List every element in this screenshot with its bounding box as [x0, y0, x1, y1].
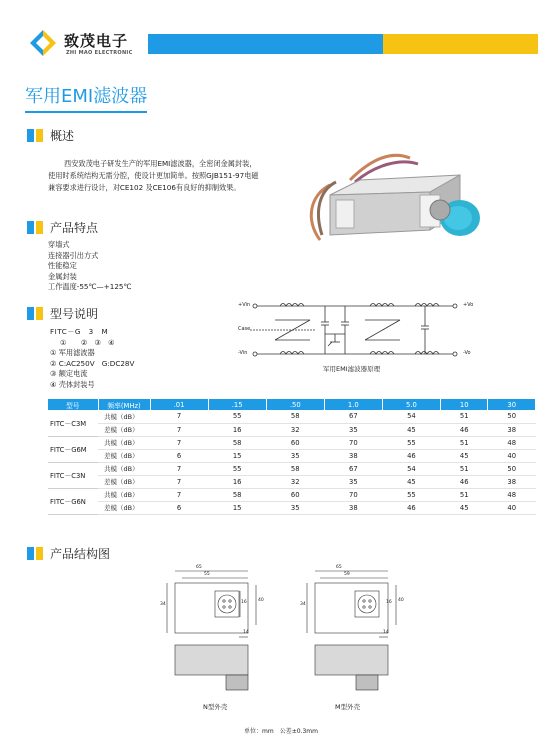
- table-cell-model: FITC－C3N: [48, 462, 98, 488]
- dim-label: 14: [383, 630, 389, 635]
- table-cell-model: FITC－G6M: [48, 436, 98, 462]
- attenuation-table: [48, 399, 536, 515]
- table-cell: 51: [440, 462, 487, 475]
- table-cell-mode: 共模（dB）: [98, 436, 150, 449]
- dim-label: 16: [241, 600, 247, 605]
- table-cell: 45: [440, 501, 487, 514]
- dim-label: 34: [160, 602, 166, 607]
- table-cell: 38: [488, 475, 536, 488]
- list-item: 金属封装: [48, 271, 77, 281]
- list-item: ② C:AC250V G:DC28V: [50, 358, 135, 368]
- table-cell: 35: [266, 501, 324, 514]
- table-cell: 6: [150, 501, 208, 514]
- table-cell: 7: [150, 423, 208, 436]
- section-overview: 概述: [27, 127, 74, 143]
- table-header: 1.0: [324, 399, 382, 410]
- table-cell-model: FITC－G6N: [48, 488, 98, 514]
- page-title: 军用EMI滤波器: [25, 82, 147, 113]
- table-cell: 60: [266, 436, 324, 449]
- table-cell: 45: [440, 449, 487, 462]
- table-cell: 55: [208, 462, 266, 475]
- table-cell: 38: [324, 449, 382, 462]
- table-cell: 32: [266, 475, 324, 488]
- table-cell: 15: [208, 449, 266, 462]
- table-cell: 67: [324, 410, 382, 423]
- overview-text: 西安致茂电子研发生产的军用EMI滤波器，全密闭金属封装，使用时系统结构无需分腔，使设计更加简单。按照GJB151-97电磁兼容要求进行设计，对CE102 及CE106有良好的抑制效果。: [48, 159, 259, 192]
- table-cell: 58: [266, 410, 324, 423]
- table-cell: 7: [150, 462, 208, 475]
- table-header: .15: [208, 399, 266, 410]
- dim-label: 34: [300, 602, 306, 607]
- schematic-diagram: [235, 298, 490, 368]
- table-cell: 46: [382, 501, 440, 514]
- table-cell-mode: 共模（dB）: [98, 410, 150, 423]
- table-cell-mode: 差模（dB）: [98, 423, 150, 436]
- table-cell: 35: [324, 475, 382, 488]
- table-cell: 60: [266, 488, 324, 501]
- table-cell: 7: [150, 475, 208, 488]
- table-cell-mode: 差模（dB）: [98, 475, 150, 488]
- list-item: 穿墙式: [48, 240, 70, 249]
- list-item: 性能稳定: [48, 261, 77, 270]
- table-cell: 40: [488, 501, 536, 514]
- table-header: 频率(MHz): [98, 399, 150, 410]
- table-cell: 38: [488, 423, 536, 436]
- dim-label: 65: [336, 565, 342, 570]
- section-features: 产品特点: [27, 219, 98, 235]
- list-item: 连接器引出方式: [48, 250, 99, 260]
- table-cell: 45: [382, 475, 440, 488]
- table-cell: 16: [208, 475, 266, 488]
- table-row: [48, 423, 536, 436]
- section-structure: 产品结构图: [27, 545, 110, 561]
- list-item: 工作温度-55℃—+125℃: [48, 282, 132, 291]
- table-cell-model: FITC－C3M: [48, 410, 98, 436]
- table-row: [48, 488, 536, 501]
- table-cell: 15: [208, 501, 266, 514]
- table-row: [48, 410, 536, 423]
- schematic-vo-neg: -Vo: [463, 350, 471, 356]
- table-cell: 32: [266, 423, 324, 436]
- dim-label: 40: [258, 598, 264, 603]
- table-cell: 40: [488, 449, 536, 462]
- table-cell: 58: [208, 436, 266, 449]
- table-cell: 54: [382, 410, 440, 423]
- brand-name: 致茂电子: [64, 32, 129, 50]
- n-type-caption: N型外壳: [203, 703, 228, 711]
- table-header: 5.0: [382, 399, 440, 410]
- table-cell: 54: [382, 462, 440, 475]
- table-cell: 55: [382, 488, 440, 501]
- table-row: [48, 436, 536, 449]
- table-cell: 70: [324, 488, 382, 501]
- schematic-caption: 军用EMI滤波器原理: [323, 365, 381, 373]
- table-cell: 50: [488, 410, 536, 423]
- table-cell-mode: 共模（dB）: [98, 488, 150, 501]
- header-bar-yellow: [383, 34, 538, 54]
- list-item: ③ 额定电流: [50, 369, 88, 378]
- table-cell: 7: [150, 488, 208, 501]
- table-cell: 58: [266, 462, 324, 475]
- schematic-vin-pos: +Vin: [238, 302, 251, 308]
- feature-list: [48, 240, 132, 293]
- table-cell: 48: [488, 488, 536, 501]
- table-cell: 55: [208, 410, 266, 423]
- table-cell: 51: [440, 410, 487, 423]
- dim-label: 59: [344, 572, 350, 577]
- table-cell: 55: [382, 436, 440, 449]
- schematic-vin-neg: -Vin: [238, 350, 248, 356]
- dim-label: 14: [243, 630, 249, 635]
- table-cell: 51: [440, 436, 487, 449]
- table-cell: 50: [488, 462, 536, 475]
- model-explain: [50, 327, 134, 390]
- footer-units: 单位：mm 公差±0.3mm: [244, 728, 318, 735]
- dim-label: 55: [204, 572, 210, 577]
- table-row: [48, 449, 536, 462]
- table-row: [48, 462, 536, 475]
- model-markers: ① ② ③ ④: [60, 337, 115, 347]
- table-cell: 58: [208, 488, 266, 501]
- table-cell: 45: [382, 423, 440, 436]
- model-code: FITC－G 3 M: [50, 327, 109, 336]
- brand-name-en: ZHI MAO ELECTRONIC: [66, 50, 133, 56]
- dim-label: 16: [386, 600, 392, 605]
- schematic-vo-pos: +Vo: [463, 302, 474, 308]
- table-cell: 67: [324, 462, 382, 475]
- list-item: ④ 壳体封装号: [50, 379, 95, 389]
- table-cell: 6: [150, 449, 208, 462]
- dim-label: 65: [196, 565, 202, 570]
- table-cell: 46: [440, 423, 487, 436]
- table-cell: 38: [324, 501, 382, 514]
- schematic-case: Case: [238, 326, 251, 332]
- table-header: .50: [266, 399, 324, 410]
- table-header: 30: [488, 399, 536, 410]
- table-row: [48, 501, 536, 514]
- table-cell-mode: 差模（dB）: [98, 449, 150, 462]
- table-cell: 51: [440, 488, 487, 501]
- table-cell: 7: [150, 410, 208, 423]
- table-row: [48, 475, 536, 488]
- table-cell: 46: [440, 475, 487, 488]
- m-type-caption: M型外壳: [335, 703, 361, 711]
- dim-label: 40: [398, 598, 404, 603]
- table-header: 型号: [48, 399, 98, 410]
- list-item: ① 军用滤波器: [50, 348, 95, 357]
- n-type-drawing: [160, 565, 270, 700]
- m-type-drawing: [300, 565, 410, 700]
- table-header: .01: [150, 399, 208, 410]
- table-cell: 46: [382, 449, 440, 462]
- table-header: 10: [440, 399, 487, 410]
- table-cell: 16: [208, 423, 266, 436]
- table-cell-mode: 共模（dB）: [98, 462, 150, 475]
- table-header-row: [48, 399, 536, 410]
- table-cell-mode: 差模（dB）: [98, 501, 150, 514]
- table-cell: 35: [266, 449, 324, 462]
- table-cell: 35: [324, 423, 382, 436]
- table-cell: 48: [488, 436, 536, 449]
- header-bar-blue: [148, 34, 383, 54]
- logo-icon: [28, 28, 58, 58]
- product-photo: [300, 140, 490, 250]
- section-model: 型号说明: [27, 305, 98, 321]
- table-cell: 70: [324, 436, 382, 449]
- table-cell: 7: [150, 436, 208, 449]
